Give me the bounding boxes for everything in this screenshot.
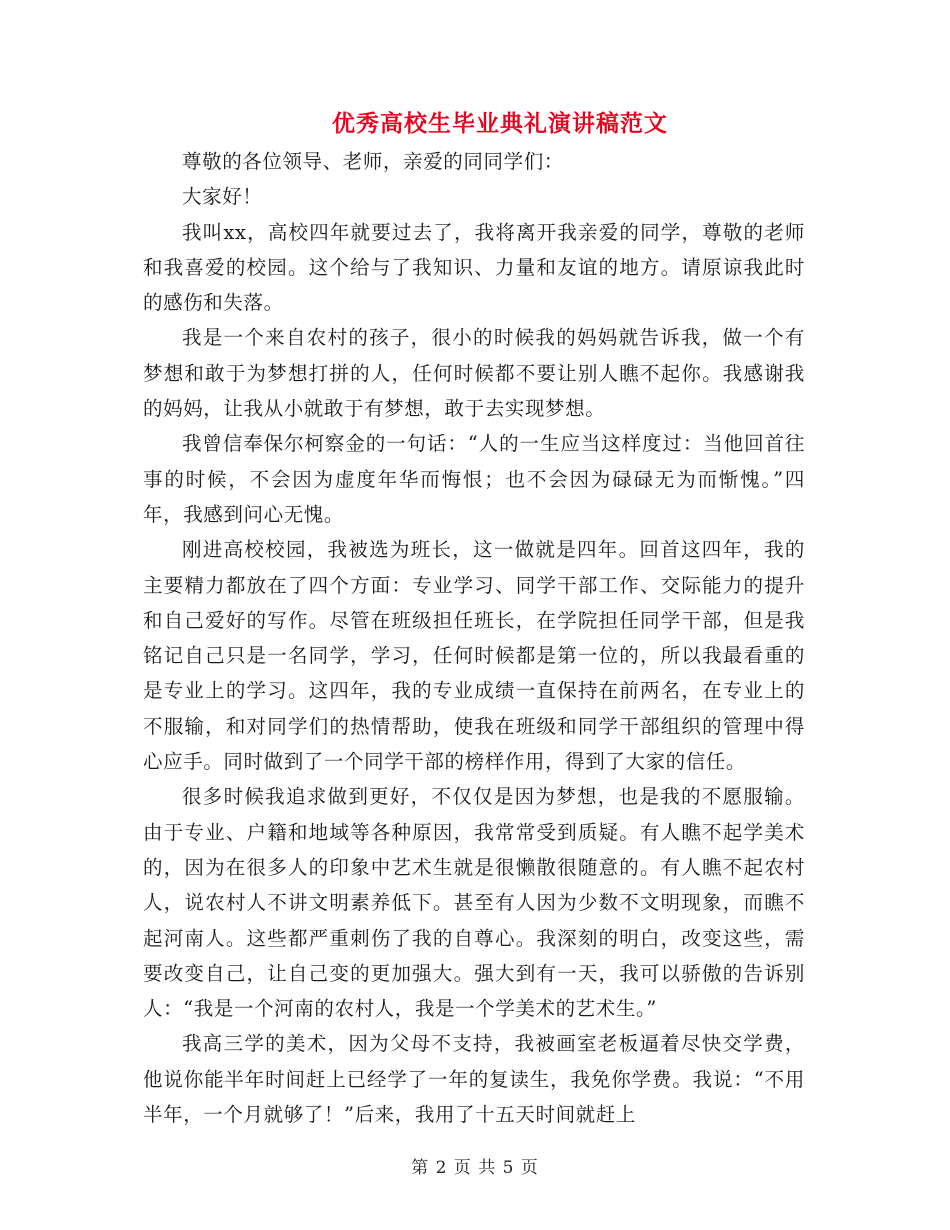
document-body (143, 144, 805, 1132)
document-title: 优秀高校生毕业典礼演讲稿范文 (332, 110, 668, 137)
paragraph: 我曾信奉保尔柯察金的一句话：“人的一生应当这样度过：当他回首往事的时候，不会因为虚度年华而悔恨；也不会因为碌碌无为而惭愧。”四年，我感到问心无愧。 (143, 432, 805, 526)
paragraph: 我叫xx，高校四年就要过去了，我将离开我亲爱的同学，尊敬的老师和我喜爱的校园。这个给与了我知识、力量和友谊的地方。请原谅我此时的感伤和失落。 (143, 220, 805, 315)
paragraph: 很多时候我追求做到更好，不仅仅是因为梦想，也是我的不愿服输。由于专业、户籍和地域等各种原因，我常常受到质疑。有人瞧不起学美术的，因为在很多人的印象中艺术生就是很懒散很随意的。有人瞧不起农村人，说农村人不讲文明素养低下。甚至有人因为少数不文明现象，而瞧不起河南人。这些都严重刺伤了我的自尊心。我深刻的明白，改变这些，需要改变自己，让自己变的更加强大。强大到有一天，我可以骄傲的告诉别人：“我是一个河南的农村人，我是一个学美术的艺术生。” (143, 785, 805, 1021)
paragraph-salutation: 尊敬的各位领导、老师，亲爱的同同学们： (182, 150, 564, 173)
paragraph-greeting: 大家好！ (182, 185, 263, 209)
page-number-footer: 第 2 页 共 5 页 (411, 1158, 539, 1178)
paragraph: 我高三学的美术，因为父母不支持，我被画室老板逼着尽快交学费，他说你能半年时间赶上已经学了一年的复读生，我免你学费。我说：“不用半年，一个月就够了！”后来，我用了十五天时间就赶上 (143, 1032, 805, 1127)
paragraph: 我是一个来自农村的孩子，很小的时候我的妈妈就告诉我，做一个有梦想和敢于为梦想打拼的人，任何时候都不要让别人瞧不起你。我感谢我的妈妈，让我从小就敢于有梦想，敢于去实现梦想。 (143, 326, 805, 421)
paragraph: 刚进高校校园，我被选为班长，这一做就是四年。回首这四年，我的主要精力都放在了四个方面：专业学习、同学干部工作、交际能力的提升和自己爱好的写作。尽管在班级担任班长，在学院担任同学干部，但是我铭记自己只是一名同学，学习，任何时候都是第一位的，所以我最看重的是专业上的学习。这四年，我的专业成绩一直保持在前两名，在专业上的不服输，和对同学们的热情帮助，使我在班级和同学干部组织的管理中得心应手。同时做到了一个同学干部的榜样作用，得到了大家的信任。 (143, 538, 805, 774)
